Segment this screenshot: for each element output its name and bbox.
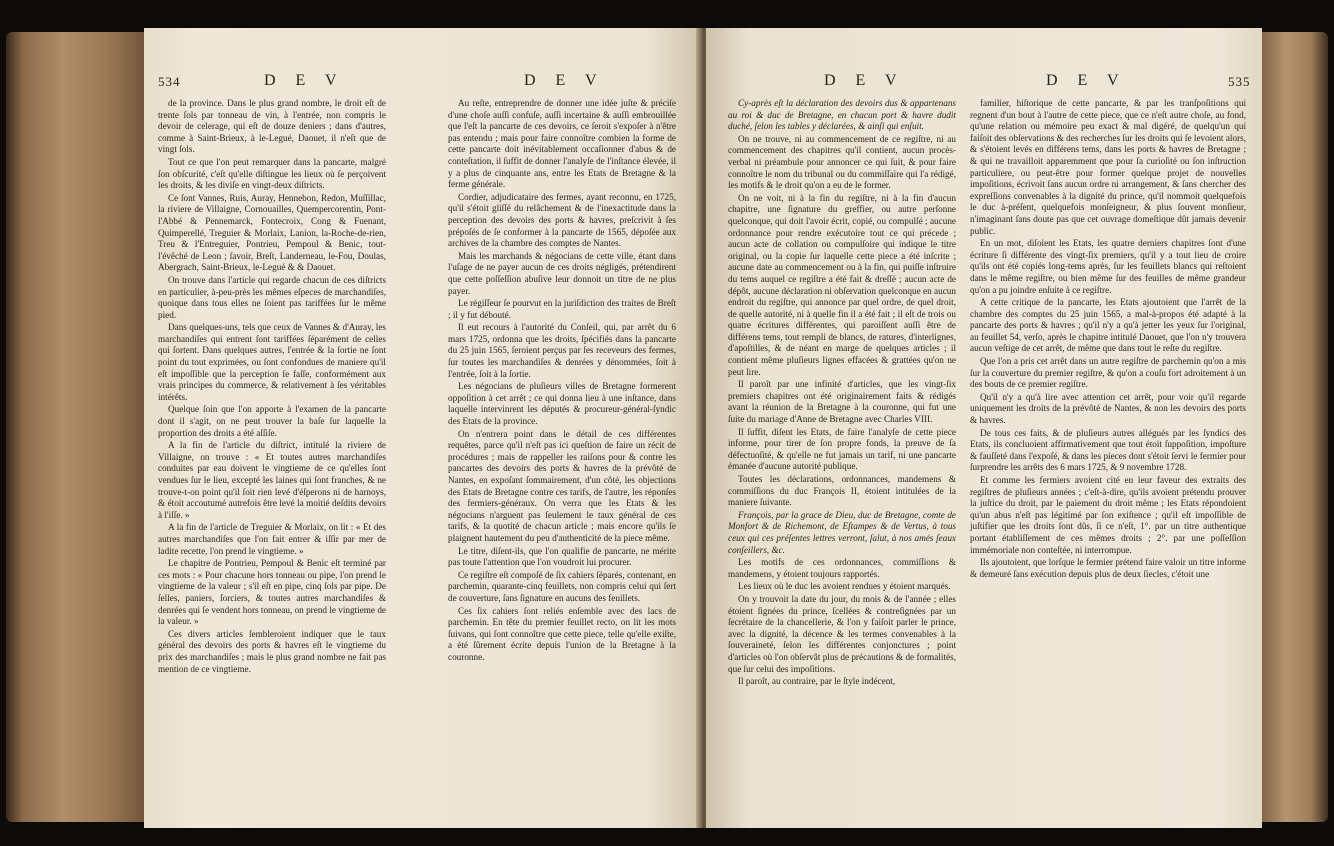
paragraph: Le chapitre de Pontrieu, Pempoul & Benic eſt terminé par ces mots : « Pour chacune hors tonneau ou pipe, l'on prend le vingtieme de la valeur ; s'il eſt en pipe, cinq ſols par pipe. De ſelles, paniers, ſorciers, & toutes autres marchandiſes & denrées qui ſe vendent hors tonneau, on prend le vingtieme de la valeur. » <box>158 558 386 627</box>
right-header-running-title-1: D E V <box>824 72 905 89</box>
paragraph: Les lieux où le duc les avoient rendues y étoient marqués. <box>738 581 951 592</box>
paragraph: Cy-après eſt la déclaration des devoirs dus & appartenans au roi & duc de Bretagne, en chacun port & havre dudit duché, ſelon les tables y déclarées, & ainſi qui enſuit. <box>728 98 956 132</box>
left-page-edges <box>6 32 148 822</box>
paragraph: On ne trouve, ni au commencement de ce regiſtre, ni au commencement des chapitres qu'il contient, aucun procès-verbal ni préambule pour annoncer ce qui ſuit, & pour faire connoître le nom du tribunal ou du commiſſaire qui l'a rédigé, les motifs & le droit qu'on a eu de le former. <box>728 133 956 191</box>
paragraph: Le titre, diſent-ils, que l'on qualifie de pancarte, ne mérite pas toute l'attention que l'on voudroit lui procurer. <box>448 545 676 568</box>
open-book <box>6 24 1328 836</box>
paragraph: Et comme les fermiers avoient cité en leur faveur des extraits des regiſtres de pluſieurs années ; c'eſt-à-dire, qu'ils avoient prétendu prouver la juſtice du droit, par le paiement du droit même ; les Etats répondoient qu'un abus n'eſt pas légitimé par ſon exiſtence ; qu'il eſt impoſſible de juſtifier que les droits ſont dûs, ſi ce n'eſt, 1°. par un titre authentique portant établiſſement de ces mêmes droits ; 2°. par une poſſeſſion immémoriale non conteſtée, ni interrompue. <box>970 475 1246 555</box>
paragraph: Il paroît par une infinité d'articles, que les vingt-ſix premiers chapitres ont été originairement faits & rédigés avant la réunion de la Bretagne à la couronne, qui fut une ſuite du mariage d'Anne de Bretagne avec Charles VIII. <box>728 379 956 425</box>
paragraph: Ce regiſtre eſt compoſé de ſix cahiers ſéparés, contenant, en parchemin, quarante-cinq feuillets, non compris celui qui ſert de couverture, ſans ſignature en aucuns des feuillets. <box>448 569 676 603</box>
right-header-running-title-2: D E V <box>1046 72 1127 89</box>
right-page <box>706 28 1262 828</box>
paragraph: Que l'on a pris cet arrêt dans un autre regiſtre de parchemin qu'on a mis ſur la couverture du premier regiſtre, & qu'on a couſu fort adroitement à un des bouts de ce premier regiſtre. <box>970 356 1246 390</box>
paragraph: On ne voit, ni à la fin du regiſtre, ni à la fin d'aucun chapitre, une ſignature du greffier, ou autre perſonne quelconque, qui doit l'avoir écrit, copié, ou compulſé ; aucune ordonnance pour rendre exécutoire tout ce qui précede ; aucun acte de collation ou compulſoire qui indique le titre original, ou la copie ſur laquelle cette piece a été inſcrite ; aucune date au commencement ou à la fin, qui puiſſe inſtruire du tems auquel ce regiſtre a été fait & dreſſé ; aucun acte de dépôt, aucune déclaration ni obſervation quelconque en aucun endroit du regiſtre, qui annonce par quel ordre, de quel droit, de quelle autorité, ni à quelle fin il a été fait ; il eſt de trois ou quatre écritures différentes, qui paroiſſent auſſi être de différens tems, tout rempli de blancs, de ratures, d'interlignes, d'apoſtilles, & de néant en marge de quelques articles ; il contient même pluſieurs lignes effacées & grattées qu'on ne peut lire. <box>728 192 956 377</box>
paragraph: On y trouvoit la date du jour, du mois & de l'année ; elles étoient ſignées du prince, ſcellées & contreſignées par un ſecrétaire de la chancellerie, & l'on y faiſoit parler le prince, avec la dignité, la décence & les termes convenables à la ſouveraineté, ſelon les différentes conjonctures ; point d'articles où l'on obſervât plus de précautions & de formalités, que ſur celui des impoſitions. <box>728 593 956 674</box>
paragraph: Toutes les déclarations, ordonnances, mandemens & commiſſions du duc François II, étoient intitulées de la maniere ſuivante. <box>728 474 956 508</box>
paragraph: Cordier, adjudicataire des fermes, ayant reconnu, en 1725, qu'il s'étoit gliſſé du relâchement & de l'inexactitude dans la perception des devoirs des ports & havres, preſcrivit à ſes prépoſés de ſe conformer à la pancarte de 1565, dépoſée aux archives de la chambre des comptes de Nantes. <box>448 191 676 249</box>
right-column-1 <box>728 98 956 689</box>
paragraph: Quelque ſoin que l'on apporte à l'examen de la pancarte dont il s'agit, on ne peut trouver la baſe ſur laquelle la proportion des droits a été aſſiſe. <box>158 404 386 438</box>
paragraph: de la province. Dans le plus grand nombre, le droit eſt de trente ſols par tonneau de vin, à l'entrée, non compris le devoir de celerage, qui eſt de douze deniers ; dans d'autres, comme à Saint-Brieux, à le-Legué, Daouet, il n'eſt que de vingt ſols. <box>158 98 386 155</box>
paragraph: Il ſuffit, diſent les Etats, de faire l'analyſe de cette piece informe, pour tirer de ſon propre fonds, la preuve de ſa défectuoſité, & qu'elle ne fut jamais un tarif, ni une pancarte émanée d'aucune autorité publique. <box>728 426 956 472</box>
paragraph: A la fin de l'article de Treguier & Morlaix, on lit : « Et des autres marchandiſes que l'on fait entrer & iſſir par mer de ladite recette, l'on prend le vingtieme. » <box>158 522 386 556</box>
paragraph: Au reſte, entreprendre de donner une idée juſte & préciſe d'une choſe auſſi confuſe, auſſi incertaine & auſſi embrouillée que l'eſt la pancarte de ces devoirs, ce ſeroit s'expoſer à n'être pas entendu ; mais pour faire connoître combien la forme de cette pancarte doit inévitablement occaſionner d'abus & de conteſtation, il ſuffit de donner l'analyſe de l'inſtance élevée, il y a plus de cinquante ans, entre les Etats de Bretagne & la ferme générale. <box>448 98 676 190</box>
paragraph: Il eut recours à l'autorité du Conſeil, qui, par arrêt du 6 mars 1725, ordonna que les droits, ſpécifiés dans la pancarte du 25 juin 1565, ſeroient perçus par ſes receveurs des fermes, ſur toutes les marchandiſes & denrées y dénommées, ſoit à l'entrée, ſoit à la ſortie. <box>448 322 676 379</box>
left-header-running-title-2: D E V <box>524 72 605 89</box>
paragraph: Il paroît, au contraire, par le ſtyle indécent, <box>738 676 896 687</box>
right-column-2 <box>970 98 1246 581</box>
paragraph: On trouve dans l'article qui regarde chacun de ces diſtricts en particulier, à-peu-près les mêmes eſpeces de marchandiſes, quoique dans tous elles ne ſoient pas tariffées ſur le même pied. <box>158 274 386 320</box>
paragraph: Dans quelques-uns, tels que ceux de Vannes & d'Auray, les marchandiſes qui entrent ſont tariffées ſéparément de celles qui ſortent. Dans quelques autres, l'entrée & la ſortie ne ſont point du tout exprimées, ou ſont confondues de maniere qu'il eſt impoſſible que la perception ſe faſſe, conformément aux vrais principes du commerce, & relativement à ſes véritables intérêts. <box>158 322 386 402</box>
paragraph: En un mot, diſoient les Etats, les quatre derniers chapitres ſont d'une écriture ſi différente des vingt-ſix premiers, qu'il y a tout lieu de croire qu'ils ont été copiés long-tems après, ſur les feuillets blancs qui reſtoient dans le même regiſtre, ou bien même ſur des feuilles de même grandeur qu'on a pu joindre enſuite à ce regiſtre. <box>970 238 1246 295</box>
left-column-2 <box>448 98 676 665</box>
paragraph: François, par la grace de Dieu, duc de Bretagne, comte de Monfort & de Richemont, de Eſtampes & de Vertus, à tous ceux qui ces préſentes lettres verront, ſalut, à nos amés ſeaux conſeillers, &c. <box>728 509 956 555</box>
paragraph: De tous ces faits, & de pluſieurs autres allégués par les ſyndics des Etats, ils concluoient affirmativement que tout étoit ſuppoſition, impoſture & fauſſeté dans l'expoſé, & dans les pieces dont s'étoit ſervi le fermier pour ſurprendre les arrêts des 6 mars 1725, & 9 novembre 1728. <box>970 427 1246 473</box>
paragraph: familier, hiſtorique de cette pancarte, & par les tranſpoſitions qui regnent d'un bout à l'autre de cette piece, que ce n'eſt autre choſe, au fond, qu'une relation ou mémoire peu exact & mal digéré, de quelqu'un qui faiſoit des obſervations & des recherches ſur les droits qui ſe levoient alors, & s'étoient levés en différens tems, dans les ports & havres de Bretagne ; & qui ne travailloit apparemment que pour ſa curioſité ou ſon inſtruction particuliere, ou peut-être pour former quelque projet de nouvelles impoſitions, écrivoit ſans aucun ordre ni arrangement, & ſans chercher des expreſſions convenables à la dignité du prince, qu'il nommoit quelquefois le duc à-préſent, quelquefois monſeigneur, & plus ſouvent monſieur, n'imaginant ſans doute pas que cet ouvrage domeſtique dût jamais devenir public. <box>970 98 1246 236</box>
paragraph: On n'entrera point dans le détail de ces différentes requêtes, parce qu'il n'eſt pas ici queſtion de faire un récit de procédures ; mais de rappeller les raiſons pour & contre les pancartes des devoirs des ports & havres de la prévôté de Nantes, en expoſant ſommairement, d'un côté, les objections des Etats de Bretagne contre ces tarifs, de l'autre, les réponſes des fermiers-généraux. On verra que les Etats & les négocians n'arguent pas ſeulement le taux général de ces tarifs, & la quotité de chacun article ; mais encore qu'ils ſe plaignent hautement du peu d'authenticité de la piece même. <box>448 428 676 543</box>
paragraph: Ce ſont Vannes, Ruis, Auray, Hennebon, Redon, Muſſillac, la riviere de Villaigne, Cornouailles, Quempercorentin, Pont-l'Abbé & Pennemarck, Fontecroix, Cong & Fuenant, Quimperellé, Treguier & Morlaix, Lanion, la-Roche-de-rien, Treu & l'Entreguier, Pontrieu, Pempoul & Benic, tout-l'évêché de Leon ; ſavoir, Breſt, Landerneau, le-Fou, Doulas, Abergrach, Saint-Brieux, le-Legué & & Daouet. <box>158 192 386 273</box>
paragraph: Tout ce que l'on peut remarquer dans la pancarte, malgré ſon obſcurité, c'eſt qu'elle diſtingue les lieux où ſe perçoivent les droits, & les diviſe en vingt-deux diſtricts. <box>158 156 386 191</box>
paragraph: Mais les marchands & négocians de cette ville, étant dans l'uſage de ne payer aucun de ces droits négligés, prétendirent que cette poſſeſſion abuſive leur donnoit un titre de ne plus payer. <box>448 250 676 296</box>
paragraph: Les négocians de pluſieurs villes de Bretagne formerent oppoſition à cet arrêt ; ce qui donna lieu à une inſtance, dans laquelle intervinrent les députés & procureur-général-ſyndic des Etats de la province. <box>448 381 676 427</box>
paragraph: Les motifs de ces ordonnances, commiſſions & mandemens, y étoient toujours rapportés. <box>728 557 956 579</box>
paragraph: Ces divers articles ſembleroient indiquer que le taux général des devoirs des ports & havres eſt le vingtieme du prix des marchandiſes ; mais le plus grand nombre ne fait pas mention de ce vingtieme. <box>158 628 386 674</box>
paragraph: Qu'il n'y a qu'à lire avec attention cet arrêt, pour voir qu'il regarde uniquement les droits de la prévôté de Nantes, & non les devoirs des ports & havres. <box>970 391 1246 426</box>
left-page-number: 534 <box>158 74 181 89</box>
right-page-number: 535 <box>1228 74 1251 89</box>
paragraph: A la fin de l'article du diſtrict, intitulé la riviere de Villaigne, on trouve : « Et toutes autres marchandiſes conduites par eau doivent le vingtieme de ce qu'elles ſont vendues ſur le lieu, excepté les laines qui ſont franches, & ne trouve-t-on point qu'il ſoit rien levé d'éſperons ni de harnoys, & étoit accoutumé autrefois être levé la moitié deſdits devoirs à l'iſſe. » <box>158 440 386 520</box>
paragraph: Le régiſſeur ſe pourvut en la juriſdiction des traites de Breſt ; il y fut débouté. <box>448 298 676 320</box>
paragraph: Ils ajoutoient, que lorſque le fermier prétend faire valoir un titre informe & demeuré ſans exécution depuis plus de deux ſiecles, c'étoit une <box>970 557 1246 579</box>
paragraph: Ces ſix cahiers ſont reliés enſemble avec des lacs de parchemin. En tête du premier feuillet recto, on lit les mots ſuivans, qui ſont connoître que cette piece, telle qu'elle exiſte, a été ſûrement écrite depuis l'union de la Bretagne à la couronne. <box>448 605 676 662</box>
left-page <box>144 28 702 828</box>
right-page-edges <box>1258 32 1328 822</box>
left-column-1 <box>158 98 386 676</box>
left-header-running-title-1: D E V <box>264 72 345 89</box>
paragraph: A cette critique de la pancarte, les Etats ajoutoient que l'arrêt de la chambre des comptes du 25 juin 1565, a mal-à-propos été adapté à la pancarte des ports & havres ; qu'il n'y a qu'à jetter les yeux ſur l'original, au feuillet 54, verſo, après le chapitre intitulé Daouet, que l'on n'y trouvera aucun veſtige de cet arrêt, de même que dans tout le reſte du regiſtre. <box>970 297 1246 354</box>
